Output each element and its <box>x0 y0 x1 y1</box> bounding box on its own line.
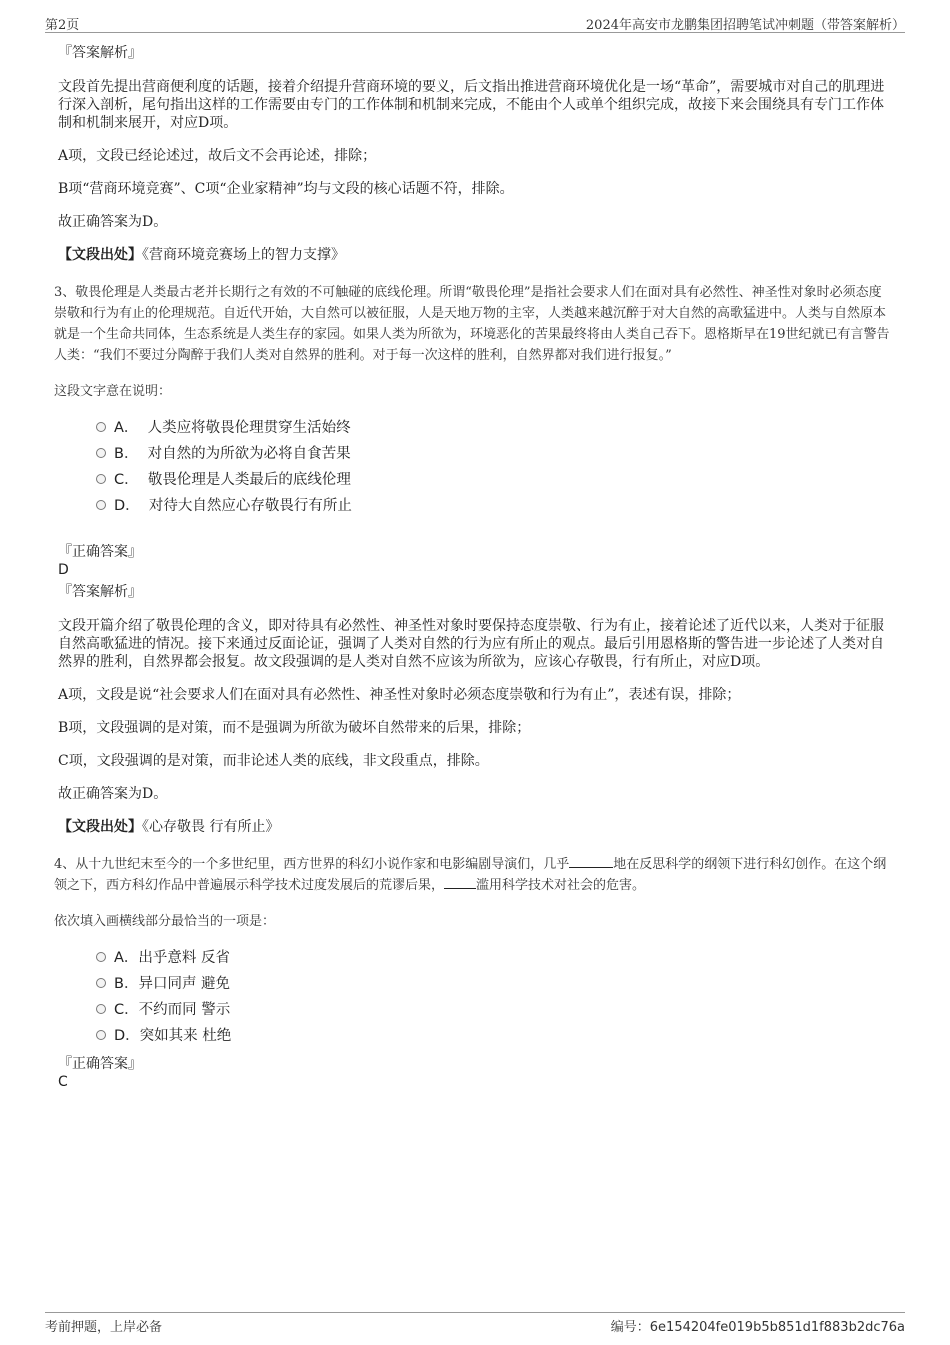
radio-icon[interactable] <box>96 422 106 432</box>
question-3-options <box>96 415 890 519</box>
option-text: 突如其来 杜绝 <box>139 1028 232 1044</box>
source-label: 【文段出处】 <box>58 247 142 263</box>
analysis-conclusion: 故正确答案为D。 <box>58 786 168 802</box>
correct-answer: D <box>58 562 69 578</box>
source-title: 《营商环境竞赛场上的智力支撑》 <box>142 247 345 263</box>
source-line <box>58 818 890 836</box>
option-text: 人类应将敬畏伦理贯穿生活始终 <box>147 420 351 436</box>
option-letter: D． <box>114 1028 140 1044</box>
option-d[interactable] <box>96 1023 890 1049</box>
option-c[interactable] <box>96 997 890 1023</box>
analysis-option-bc-note: B项“营商环境竞赛”、C项“企业家精神”均与文段的核心话题不符，排除。 <box>58 181 514 197</box>
option-d[interactable] <box>96 493 890 519</box>
source-label: 【文段出处】 <box>58 819 142 835</box>
analysis-text: 文段开篇介绍了敬畏伦理的含义，即对待具有必然性、神圣性对象时要保持态度崇敬、行为有止，接着论述了近代以来，人类对于征服自然高歌猛进的情况。接下来通过反面论证，强调了人类对自然的行为应有所止的观点。最后引用恩格斯的警告进一步论述了人类对自然界的胜利，自然界都会报复。故文段强调的是人类对自然不应该为所欲为，应该心存敬畏，行有所止，对应D项。 <box>58 618 884 670</box>
option-letter: D． <box>114 498 140 514</box>
page-number: 第2页 <box>45 18 80 33</box>
radio-icon[interactable] <box>96 1030 106 1040</box>
document-code <box>611 1316 905 1335</box>
option-text: 敬畏伦理是人类最后的底线伦理 <box>147 472 351 488</box>
radio-icon[interactable] <box>96 448 106 458</box>
option-letter: B． <box>114 446 139 462</box>
radio-icon[interactable] <box>96 474 106 484</box>
analysis-option-a-note: A项，文段已经论述过，故后文不会再论述，排除； <box>58 148 377 164</box>
radio-icon[interactable] <box>96 1004 106 1014</box>
option-b[interactable] <box>96 971 890 997</box>
fill-blank-2 <box>444 876 476 889</box>
analysis-label: 『答案解析』 <box>58 45 142 61</box>
option-letter: B． <box>114 976 139 992</box>
option-text: 对待大自然应心存敬畏行有所止 <box>148 498 352 514</box>
option-text: 不约而同 警示 <box>138 1002 231 1018</box>
footer-slogan: 考前押题，上岸必备 <box>45 1320 163 1335</box>
document-code-value: 6e154204fe019b5b851d1f883b2dc76a <box>649 1320 905 1335</box>
radio-icon[interactable] <box>96 500 106 510</box>
analysis-option-a-note: A项，文段是说“社会要求人们在面对具有必然性、神圣性对象时必须态度崇敬和行为有止”，表述有误，排除； <box>58 687 741 703</box>
option-letter: A． <box>114 420 139 436</box>
option-letter: C． <box>114 472 139 488</box>
analysis-option-c-note: C项，文段强调的是对策，而非论述人类的底线，非文段重点，排除。 <box>58 753 489 769</box>
option-b[interactable] <box>96 441 890 467</box>
radio-icon[interactable] <box>96 952 106 962</box>
document-title: 2024年高安市龙鹏集团招聘笔试冲刺题（带答案解析） <box>585 18 905 33</box>
option-a[interactable] <box>96 415 890 441</box>
page-header <box>45 12 905 33</box>
page-content <box>54 44 890 1091</box>
source-title: 《心存敬畏 行有所止》 <box>142 819 280 835</box>
correct-answer: C <box>58 1074 68 1090</box>
question-4-text <box>54 854 890 896</box>
option-c[interactable] <box>96 467 890 493</box>
question-4-text-part1: 4、从十九世纪末至今的一个多世纪里，西方世界的科幻小说作家和电影编剧导演们，几乎 <box>54 857 570 872</box>
analysis-conclusion: 故正确答案为D。 <box>58 214 168 230</box>
correct-answer-label: 『正确答案』 <box>58 544 142 560</box>
question-3-prompt: 这段文字意在说明： <box>54 384 172 399</box>
radio-icon[interactable] <box>96 978 106 988</box>
fill-blank-1 <box>569 855 613 868</box>
question-4-text-part2: 地在反思科学的纲领下进行科幻创作。在这个纲领之下，西方科幻作品中普遍展示科学技术过度发展后的荒谬后果， <box>54 857 887 893</box>
source-line <box>58 246 890 264</box>
option-letter: A． <box>114 950 139 966</box>
option-text: 对自然的为所欲为必将自食苦果 <box>147 446 351 462</box>
question-4-text-part3: 滥用科学技术对社会的危害。 <box>476 878 646 893</box>
analysis-text: 文段首先提出营商便利度的话题，接着介绍提升营商环境的要义，后文指出推进营商环境优化是一场“革命”，需要城市对自己的肌理进行深入剖析，尾句指出这样的工作需要由专门的工作体制和机制来完成，不能由个人或单个组织完成，故接下来会围绕具有专门工作体制和机制来展开，对应D项。 <box>58 79 885 131</box>
analysis-label: 『答案解析』 <box>58 584 142 600</box>
analysis-option-b-note: B项，文段强调的是对策，而不是强调为所欲为破坏自然带来的后果，排除； <box>58 720 531 736</box>
question-4-options <box>96 945 890 1049</box>
option-a[interactable] <box>96 945 890 971</box>
correct-answer-label: 『正确答案』 <box>58 1056 142 1072</box>
option-text: 异口同声 避免 <box>138 976 231 992</box>
page-footer <box>45 1312 905 1337</box>
document-code-label: 编号： <box>610 1320 650 1335</box>
option-text: 出乎意料 反省 <box>138 950 231 966</box>
question-3-text: 3、敬畏伦理是人类最古老并长期行之有效的不可触碰的底线伦理。所谓“敬畏伦理”是指社会要求人们在面对具有必然性、神圣性对象时必须态度崇敬和行为有止的伦理规范。自近代开始，大自然可以被征服，人是天地万物的主宰，人类越来越沉醉于对大自然的高歌猛进中。人类与自然原本就是一个生命共同体，生态系统是人类生存的家园。如果人类为所欲为，环境恶化的苦果最终将由人类自己吞下。恩格斯早在19世纪就已有言警告人类：“我们不要过分陶醉于我们人类对自然界的胜利。对于每一次这样的胜利，自然界都对我们进行报复。” <box>54 285 890 363</box>
option-letter: C． <box>114 1002 139 1018</box>
question-4-prompt: 依次填入画横线部分最恰当的一项是： <box>54 914 276 929</box>
